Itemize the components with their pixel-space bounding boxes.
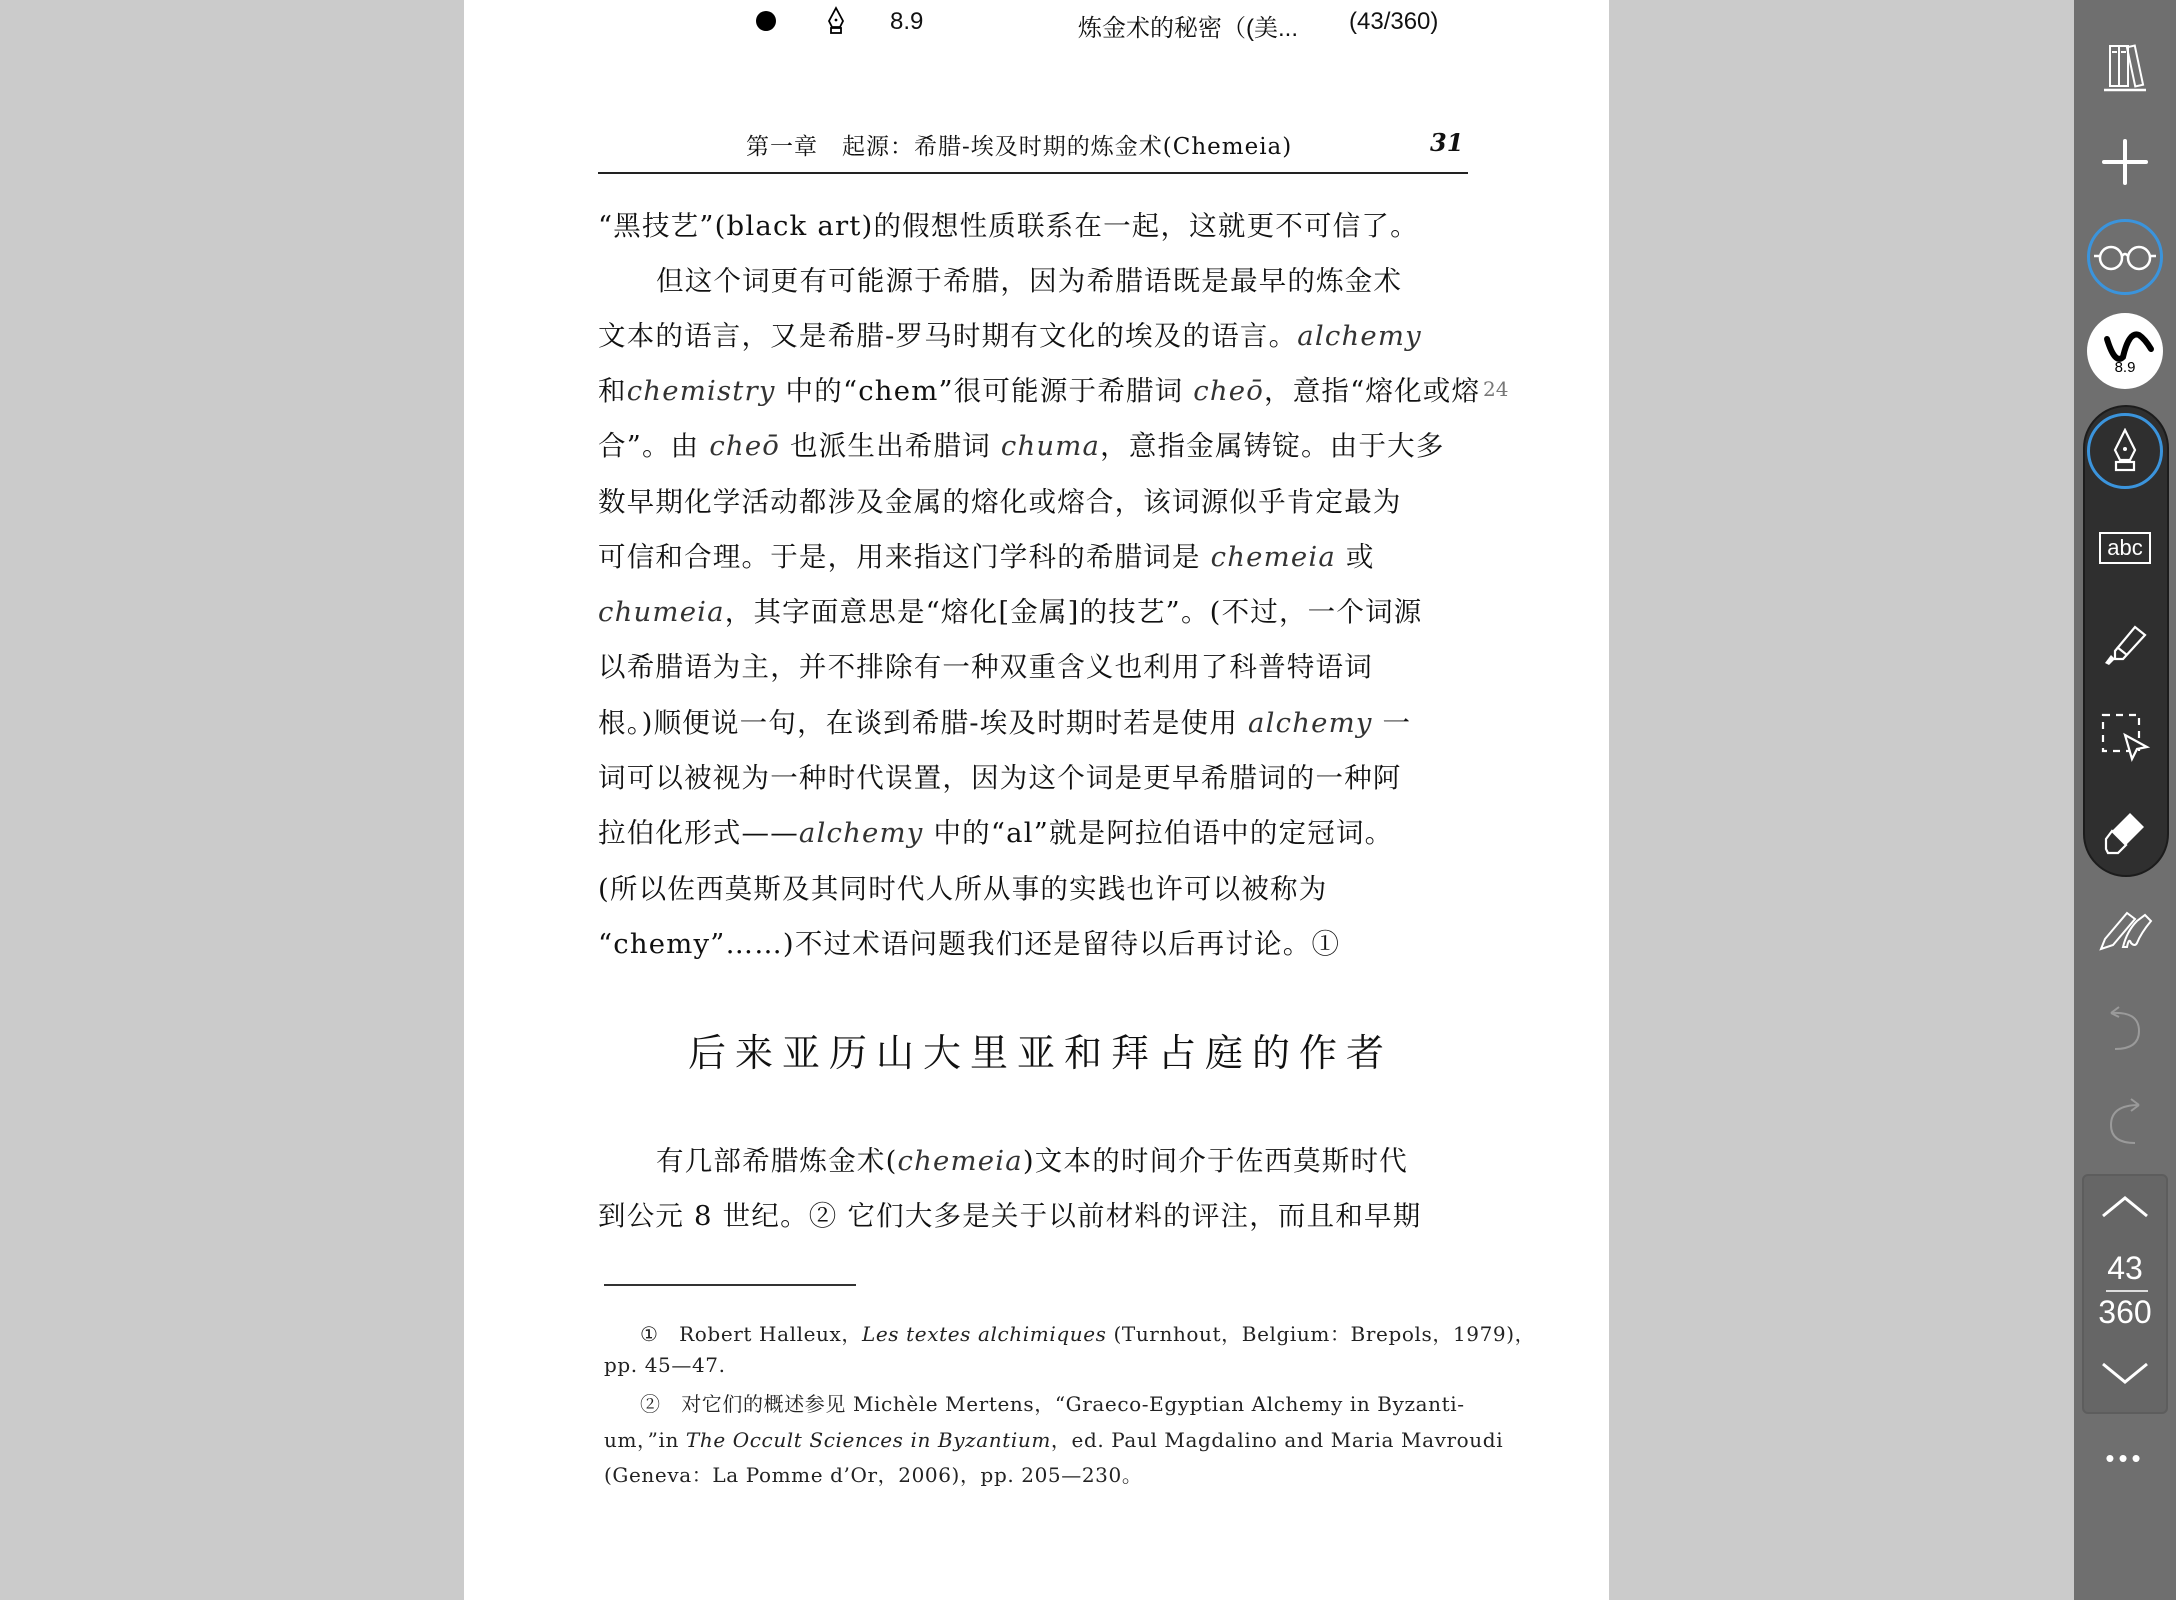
- highlighter-tool[interactable]: [2074, 615, 2176, 675]
- text-segment: (Turnhout，Belgium：Brepols，1979)，: [1106, 1322, 1536, 1346]
- italic-term: chemistry: [626, 375, 776, 407]
- record-dot-icon: [756, 11, 776, 31]
- text-segment: 文本的语言，又是希腊-罗马时期有文化的埃及的语言。: [598, 320, 1298, 352]
- text-box-icon: abc: [2099, 532, 2150, 564]
- pen-tool[interactable]: [2074, 412, 2176, 490]
- undo-button[interactable]: [2074, 1000, 2176, 1060]
- text-line: [656, 258, 1402, 298]
- pen-size-button[interactable]: [2074, 312, 2176, 390]
- text-line: [598, 644, 1373, 684]
- page-divider: [2106, 1290, 2148, 1292]
- total-pages: 360: [2098, 1294, 2152, 1330]
- add-button[interactable]: [2074, 135, 2176, 189]
- running-head: 第一章 起源：希腊-埃及时期的炼金术(Chemeia): [746, 134, 1293, 160]
- text-segment: (Geneva：La Pomme d’Or，2006)，pp. 205—230。: [604, 1463, 1143, 1487]
- handwriting-button[interactable]: [2074, 900, 2176, 960]
- text-segment: 可信和合理。于是，用来指这门学科的希腊词是: [598, 541, 1211, 573]
- text-line: [598, 368, 1480, 408]
- chevron-up-icon: [2101, 1194, 2149, 1218]
- next-page-button[interactable]: [2074, 1352, 2176, 1396]
- text-segment: 以希腊语为主，并不排除有一种双重含义也利用了科普特语词: [598, 651, 1373, 683]
- current-page[interactable]: 43: [2107, 1250, 2143, 1286]
- italic-term: alchemy: [1297, 320, 1422, 352]
- chevron-down-icon: [2101, 1362, 2149, 1386]
- text-line: [598, 700, 1411, 740]
- text-segment: “黑技艺”(black art)的假想性质联系在一起，这就更不可信了。: [598, 210, 1419, 242]
- prev-page-button[interactable]: [2074, 1184, 2176, 1228]
- glasses-icon: [2093, 242, 2157, 272]
- text-segment: 合”。由: [598, 430, 710, 462]
- undo-icon: [2105, 1005, 2145, 1055]
- more-options-button[interactable]: [2074, 1440, 2176, 1476]
- text-line: [598, 589, 1422, 629]
- footnote-line: [604, 1353, 726, 1377]
- text-segment: 和: [598, 375, 627, 407]
- italic-term: chemeia: [897, 1145, 1023, 1177]
- text-segment: ① Robert Halleux，: [640, 1322, 862, 1346]
- plus-icon: [2102, 139, 2148, 185]
- pen-size-badge: 8.9: [2114, 359, 2136, 376]
- italic-term: chuma: [1000, 430, 1101, 462]
- italic-term: The Occult Sciences in Byzantium: [685, 1428, 1051, 1452]
- footnote-line: [640, 1318, 1535, 1347]
- footnote-rule: [604, 1284, 856, 1286]
- annotation-toolgroup: [2083, 405, 2169, 877]
- text-line: [598, 479, 1402, 519]
- text-line: [598, 534, 1375, 574]
- book-title: 炼金术的秘密（(美...: [1078, 15, 1298, 42]
- pencil-signature-icon: [2097, 907, 2153, 953]
- italic-term: alchemy: [1248, 707, 1373, 739]
- selection-cursor-icon: [2099, 711, 2151, 763]
- section-heading: 后来亚历山大里亚和拜占庭的作者: [688, 1031, 1394, 1075]
- header-rule: [598, 172, 1468, 174]
- redo-button[interactable]: [2074, 1092, 2176, 1152]
- status-bar: [464, 0, 1609, 44]
- eraser-icon: [2102, 809, 2148, 855]
- text-segment: ② 对它们的概述参见 Michèle Mertens，“Graeco-Egyptian Alchemy in Byzanti-: [640, 1392, 1465, 1416]
- footnote-line: [640, 1388, 1465, 1417]
- text-segment: ，其字面意思是“熔化[金属]的技艺”。(不过，一个词源: [724, 596, 1423, 628]
- text-segment: 也派生出希腊词: [780, 430, 1001, 462]
- fountain-pen-icon: [2110, 428, 2140, 474]
- italic-term: chumeia: [598, 596, 725, 628]
- text-segment: 词可以被视为一种时代误置，因为这个词是更早希腊词的一种阿: [598, 762, 1402, 794]
- footnote-line: [604, 1424, 1503, 1453]
- page-navigator: [2082, 1174, 2168, 1414]
- redo-icon: [2105, 1097, 2145, 1147]
- text-tool[interactable]: [2074, 523, 2176, 573]
- eraser-tool[interactable]: [2074, 802, 2176, 862]
- page-number: 31: [1430, 128, 1464, 157]
- books-icon: [2100, 40, 2150, 94]
- text-segment: pp. 45—47.: [604, 1353, 726, 1377]
- text-segment: 拉伯化形式——: [598, 817, 799, 849]
- tool-sidebar: [2074, 0, 2176, 1600]
- page-counter: (43/360): [1349, 8, 1439, 35]
- text-segment: ，意指“熔化或熔: [1264, 375, 1481, 407]
- text-line: [598, 313, 1422, 353]
- footnote-line: [604, 1459, 1142, 1488]
- text-segment: ，意指金属铸锭。由于大多: [1100, 430, 1445, 462]
- margin-page-number: 24: [1483, 377, 1509, 401]
- text-segment: )文本的时间介于佐西莫斯时代: [1022, 1145, 1408, 1177]
- text-line: [598, 755, 1402, 795]
- text-segment: 数早期化学活动都涉及金属的熔化或熔合，该词源似乎肯定最为: [598, 486, 1402, 518]
- text-segment: (所以佐西莫斯及其同时代人所从事的实践也许可以被称为: [598, 873, 1328, 905]
- fountain-pen-icon: [824, 6, 848, 36]
- text-segment: ，ed. Paul Magdalino and Maria Mavroudi: [1050, 1428, 1504, 1452]
- text-line: [598, 921, 1340, 961]
- library-button[interactable]: [2074, 38, 2176, 96]
- text-segment: “chemy”……)不过术语问题我们还是留待以后再讨论。①: [598, 928, 1341, 960]
- text-segment: 但这个词更有可能源于希腊，因为希腊语既是最早的炼金术: [656, 265, 1403, 297]
- italic-term: cheō: [709, 430, 781, 462]
- reading-mode-button[interactable]: [2074, 218, 2176, 296]
- pen-size-value: 8.9: [890, 8, 924, 35]
- lasso-select-tool[interactable]: [2074, 707, 2176, 767]
- text-segment: 或: [1335, 541, 1375, 573]
- text-segment: 到公元 8 世纪。② 它们大多是关于以前材料的评注，而且和早期: [598, 1200, 1422, 1232]
- italic-term: cheō: [1193, 375, 1265, 407]
- text-line: [656, 1138, 1408, 1178]
- text-segment: 根。)顺便说一句，在谈到希腊-埃及时期时若是使用: [598, 707, 1249, 739]
- text-segment: 中的“al”就是阿拉伯语中的定冠词。: [923, 817, 1394, 849]
- italic-term: alchemy: [798, 817, 924, 849]
- text-line: [598, 1193, 1421, 1233]
- text-line: [598, 423, 1445, 463]
- text-segment: um，”in: [604, 1428, 686, 1452]
- text-line: [598, 203, 1419, 243]
- text-segment: 有几部希腊炼金术(: [656, 1145, 898, 1177]
- highlighter-icon: [2101, 621, 2149, 669]
- italic-term: chemeia: [1210, 541, 1336, 573]
- text-segment: 一: [1372, 707, 1412, 739]
- document-page: [464, 0, 1609, 1600]
- text-segment: 中的“chem”很可能源于希腊词: [775, 375, 1194, 407]
- ellipsis-icon: •••: [2105, 1442, 2145, 1473]
- text-line: [598, 810, 1393, 850]
- italic-term: Les textes alchimiques: [861, 1322, 1107, 1346]
- text-line: [598, 866, 1327, 906]
